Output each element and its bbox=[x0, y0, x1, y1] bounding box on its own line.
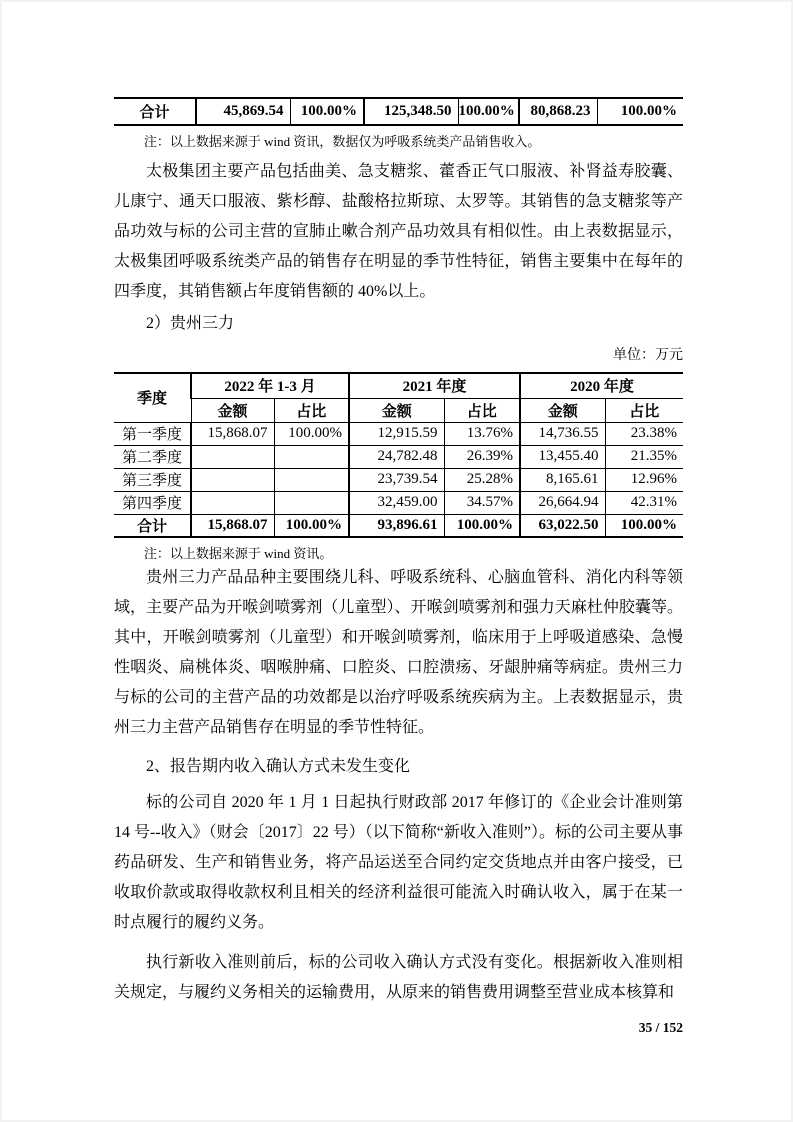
share-header: 占比 bbox=[444, 398, 520, 422]
row-label: 第一季度 bbox=[114, 422, 191, 445]
row-label-total: 合计 bbox=[114, 98, 196, 125]
heading-revenue-recognition: 2、报告期内收入确认方式未发生变化 bbox=[146, 758, 411, 775]
cell-value bbox=[191, 491, 274, 514]
cell-value bbox=[191, 445, 274, 468]
cell-value: 100.00% bbox=[444, 514, 520, 537]
period-group-header: 2022 年 1-3 月 bbox=[191, 373, 349, 398]
quarter-table-note: 注：以上数据来源于 wind 资讯。 bbox=[143, 546, 333, 561]
share-header: 占比 bbox=[274, 398, 349, 422]
cell-value: 15,868.07 bbox=[191, 422, 274, 445]
corner-header-quarter: 季度 bbox=[114, 373, 191, 422]
cell-value: 12,915.59 bbox=[349, 422, 444, 445]
cell-value: 15,868.07 bbox=[191, 514, 274, 537]
cell-value: 34.57% bbox=[444, 491, 520, 514]
cell-value: 21.35% bbox=[605, 445, 683, 468]
total-value: 100.00% bbox=[597, 98, 683, 125]
cell-value: 26.39% bbox=[444, 445, 520, 468]
cell-value: 25.28% bbox=[444, 468, 520, 491]
cell-value: 63,022.50 bbox=[520, 514, 605, 537]
table-row-quarter bbox=[114, 445, 683, 468]
document-content bbox=[114, 2, 683, 1036]
cell-value: 23,739.54 bbox=[349, 468, 444, 491]
cell-value: 100.00% bbox=[605, 514, 683, 537]
paragraph-revenue-no-change: 执行新收入准则前后，标的公司收入确认方式没有变化。根据新收入准则相关规定，与履约义务相关的运输费用，从原来的销售费用调整至营业成本核算和 bbox=[114, 954, 683, 1001]
total-value: 45,869.54 bbox=[196, 98, 290, 125]
header-row-metrics bbox=[114, 398, 683, 422]
cell-value: 26,664.94 bbox=[520, 491, 605, 514]
cell-value: 8,165.61 bbox=[520, 468, 605, 491]
period-group-header: 2020 年度 bbox=[520, 373, 683, 398]
amount-header: 金额 bbox=[520, 398, 605, 422]
paragraph-taiji-products: 太极集团主要产品包括曲美、急支糖浆、藿香正气口服液、补肾益寿胶囊、儿康宁、通天口服液、紫杉醇、盐酸格拉斯琼、太罗等。其销售的急支糖浆等产品功效与标的公司主营的宣肺止嗽合剂产品功效具有相似性。由上表数据显示，太极集团呼吸系统类产品的销售存在明显的季节性特征，销售主要集中在每年的四季度，其销售额占年度销售额的 40%以上。 bbox=[114, 163, 683, 300]
cell-value: 13,455.40 bbox=[520, 445, 605, 468]
row-label: 第三季度 bbox=[114, 468, 191, 491]
cell-value: 42.31% bbox=[605, 491, 683, 514]
cell-value: 24,782.48 bbox=[349, 445, 444, 468]
cell-value: 100.00% bbox=[274, 422, 349, 445]
unit-label: 单位：万元 bbox=[613, 348, 683, 363]
table-row-quarter bbox=[114, 468, 683, 491]
cell-value: 12.96% bbox=[605, 468, 683, 491]
top-table-note: 注：以上数据来源于 wind 资讯，数据仅为呼吸系统类产品销售收入。 bbox=[143, 134, 541, 149]
total-value: 125,348.50 bbox=[364, 98, 458, 125]
row-label: 第四季度 bbox=[114, 491, 191, 514]
cell-value: 93,896.61 bbox=[349, 514, 444, 537]
respiratory-sales-total-table bbox=[114, 97, 683, 126]
total-value: 80,868.23 bbox=[519, 98, 597, 125]
share-header: 占比 bbox=[605, 398, 683, 422]
table-row-quarter bbox=[114, 422, 683, 445]
row-label: 合计 bbox=[114, 514, 191, 537]
cell-value: 32,459.00 bbox=[349, 491, 444, 514]
heading-guizhou-sanli: 2）贵州三力 bbox=[146, 315, 235, 332]
table-row-total bbox=[114, 98, 683, 125]
cell-value: 14,736.55 bbox=[520, 422, 605, 445]
guizhou-sanli-quarterly-table bbox=[114, 372, 683, 538]
cell-value: 13.76% bbox=[444, 422, 520, 445]
cell-value bbox=[191, 468, 274, 491]
paragraph-revenue-standard: 标的公司自 2020 年 1 月 1 日起执行财政部 2017 年修订的《企业会计准则第 14 号--收入》（财会〔2017〕22 号）（以下简称“新收入准则”）。标的公司主要从事药品研发、生产和销售业务，将产品运送至合同约定交货地点并由客户接受，已收取价款或取得收款权利且相关的经济利益很可能流入时确认收入，属于在某一时点履行的履约义务。 bbox=[114, 794, 683, 931]
period-group-header: 2021 年度 bbox=[349, 373, 520, 398]
page-number: 35 / 152 bbox=[638, 1020, 683, 1035]
header-row-periods bbox=[114, 373, 683, 398]
total-value: 100.00% bbox=[458, 98, 519, 125]
total-value: 100.00% bbox=[290, 98, 364, 125]
cell-value: 23.38% bbox=[605, 422, 683, 445]
amount-header: 金额 bbox=[191, 398, 274, 422]
row-label: 第二季度 bbox=[114, 445, 191, 468]
cell-value bbox=[274, 445, 349, 468]
cell-value: 100.00% bbox=[274, 514, 349, 537]
cell-value bbox=[274, 468, 349, 491]
cell-value bbox=[274, 491, 349, 514]
amount-header: 金额 bbox=[349, 398, 444, 422]
table-row-total bbox=[114, 514, 683, 537]
paragraph-guizhou-products: 贵州三力产品品种主要围绕儿科、呼吸系统科、心脑血管科、消化内科等领域，主要产品为开喉剑喷雾剂（儿童型）、开喉剑喷雾剂和强力天麻杜仲胶囊等。其中，开喉剑喷雾剂（儿童型）和开喉剑喷雾剂，临床用于上呼吸道感染、急慢性咽炎、扁桃体炎、咽喉肿痛、口腔炎、口腔溃疡、牙龈肿痛等病症。贵州三力与标的公司的主营产品的功效都是以治疗呼吸系统疾病为主。上表数据显示，贵州三力主营产品销售存在明显的季节性特征。 bbox=[114, 569, 683, 736]
table-row-quarter bbox=[114, 491, 683, 514]
